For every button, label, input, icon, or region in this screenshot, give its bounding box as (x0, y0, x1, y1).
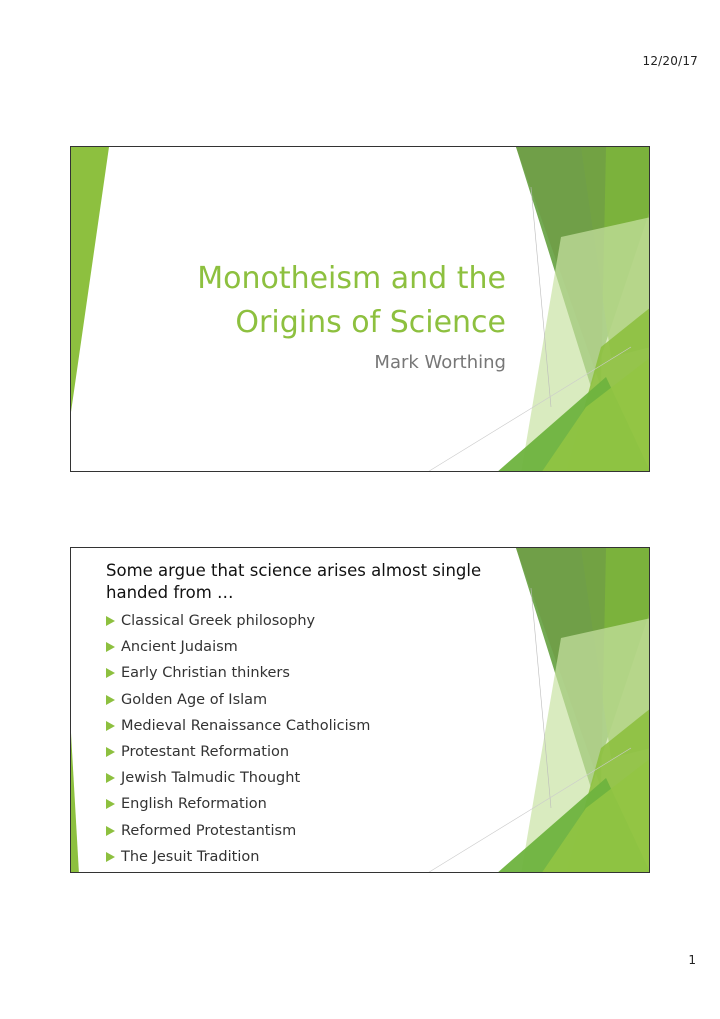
title-block (197, 257, 506, 375)
bullet-item: Golden Age of Islam (106, 687, 526, 713)
arrow-bullet-icon (106, 799, 115, 809)
bullet-item: Ancient Judaism (106, 634, 526, 660)
slide-intro: Some argue that science arises almost single handed from … (106, 561, 482, 602)
title-line-2: Origins of Science (235, 305, 506, 340)
arrow-bullet-icon (106, 773, 115, 783)
slide-subtitle: Mark Worthing (374, 352, 506, 373)
slide-title (197, 257, 506, 345)
arrow-bullet-icon (106, 747, 115, 757)
arrow-bullet-icon (106, 852, 115, 862)
bullet-item: Classical Greek philosophy (106, 608, 526, 634)
arrow-bullet-icon (106, 721, 115, 731)
bullet-item: Reformed Protestantism (106, 818, 526, 844)
bullet-item: The Jesuit Tradition (106, 844, 526, 870)
bullet-item: Medieval Renaissance Catholicism (106, 713, 526, 739)
bullet-item: Jewish Talmudic Thought (106, 765, 526, 791)
arrow-bullet-icon (106, 668, 115, 678)
slide-content (106, 560, 526, 870)
bullet-slide (70, 547, 650, 873)
arrow-bullet-icon (106, 695, 115, 705)
title-line-1: Monotheism and the (197, 261, 506, 296)
arrow-bullet-icon (106, 826, 115, 836)
bullet-item: Early Christian thinkers (106, 660, 526, 686)
header-date: 12/20/17 (642, 54, 698, 68)
bullet-item: Protestant Reformation (106, 739, 526, 765)
bullet-item: English Reformation (106, 791, 526, 817)
bullet-list (106, 608, 526, 870)
arrow-bullet-icon (106, 642, 115, 652)
title-slide (70, 146, 650, 472)
page-number: 1 (688, 953, 696, 967)
arrow-bullet-icon (106, 616, 115, 626)
